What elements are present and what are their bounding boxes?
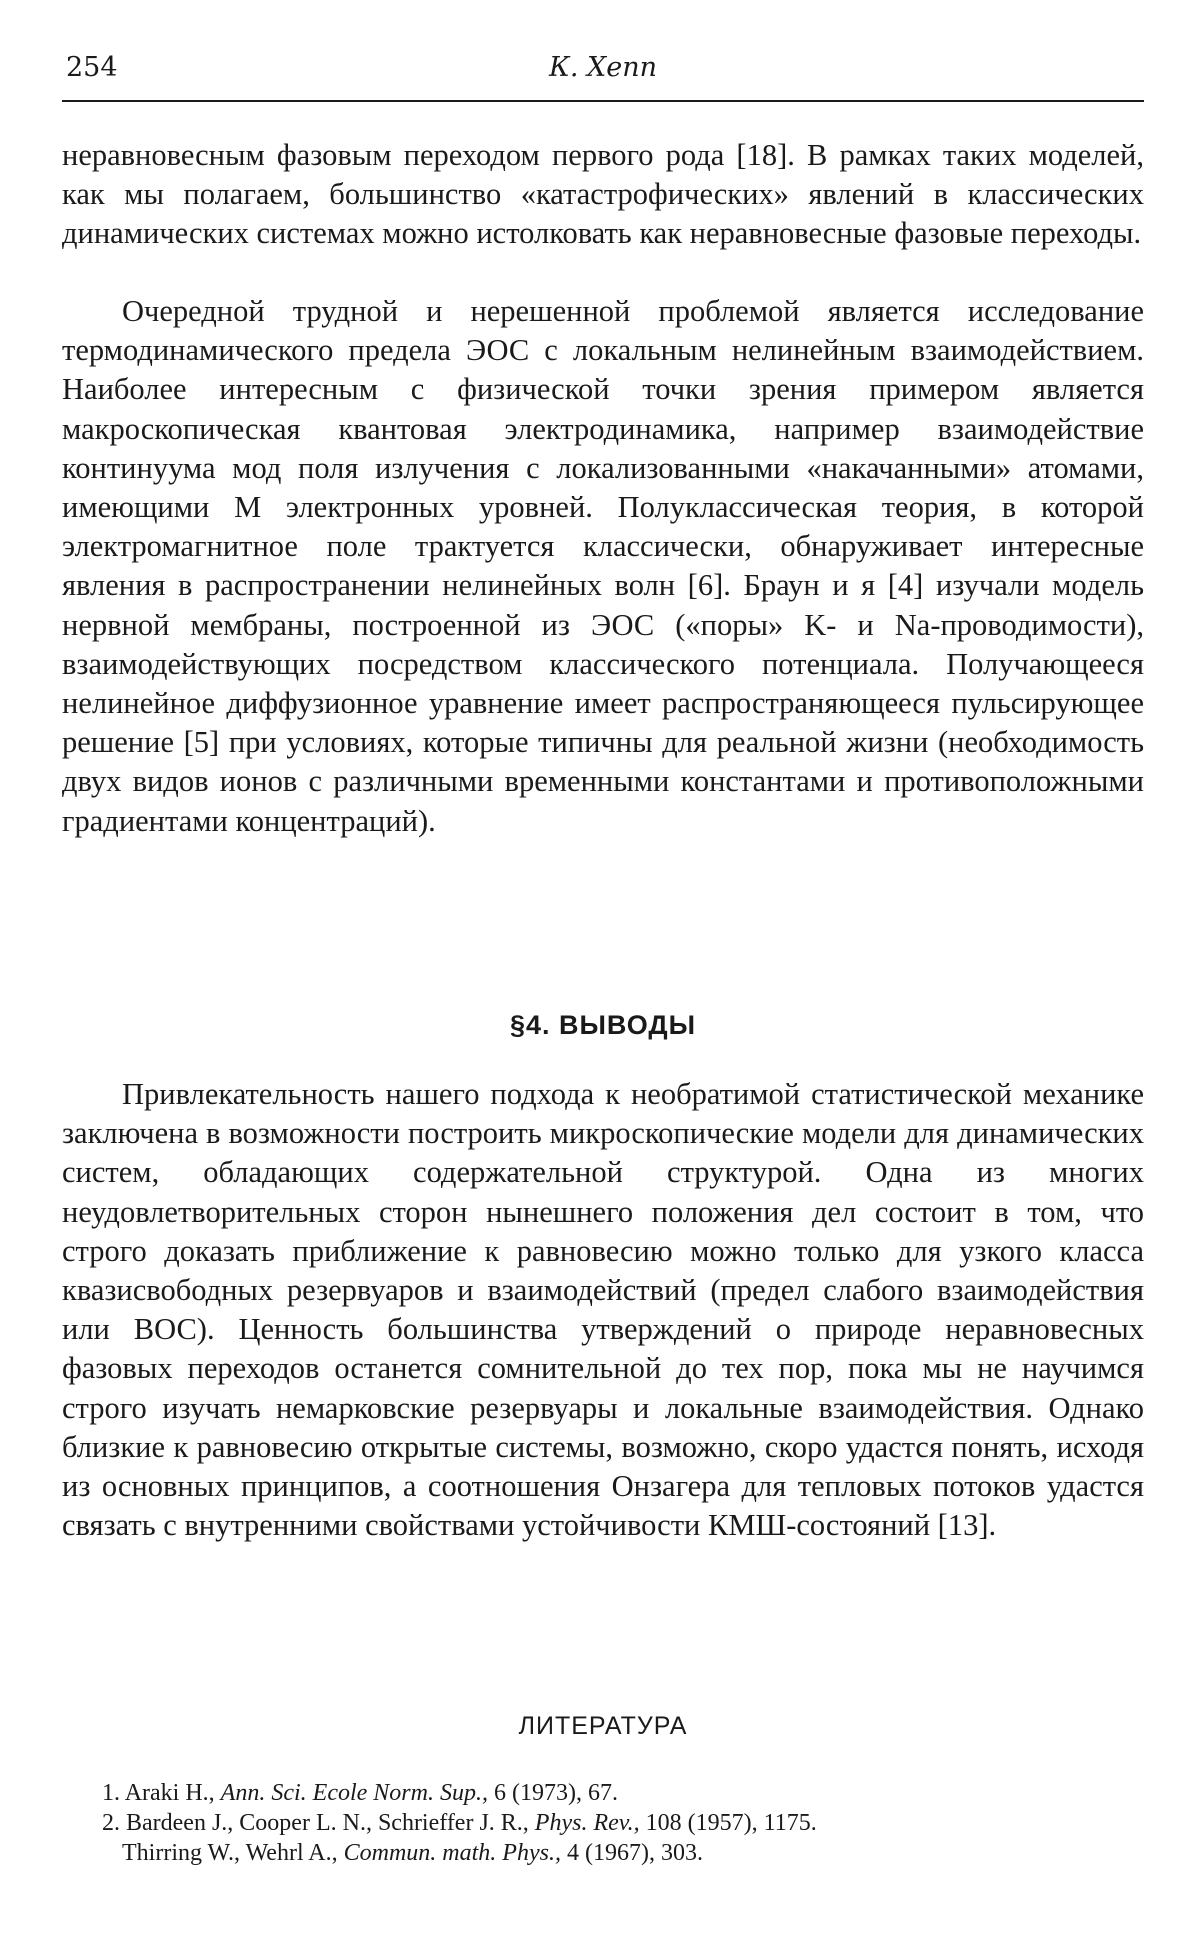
paragraph-3 [62, 1075, 1144, 1545]
reference-authors: Araki H., [124, 1780, 215, 1806]
references-heading: ЛИТЕРАТУРА [518, 1712, 688, 1740]
references-list [102, 1778, 1142, 1868]
reference-details: 4 (1967), 303. [566, 1840, 703, 1866]
reference-details: 6 (1973), 67. [493, 1780, 618, 1806]
reference-continuation [102, 1838, 1142, 1868]
page [62, 0, 1144, 1950]
reference-number: 2. [102, 1810, 120, 1836]
paragraph-2-text: Очередной трудной и нерешенной проблемой является исследование термодинамического предела ЭОС с локальным нелинейным взаимодействием. Наиболее интересным с физической точки зрения примером является макроскопическая квантовая электродинамика, например взаимодействие континуума мод поля излучения с локализованными «накачанными» атомами, имеющими M электронных уровней. Полуклассическая теория, в которой электромагнитное поле трактуется классически, обнаруживает интересные явления в распространении нелинейных волн [6]. Браун и я [4] изучали модель нервной мембраны, построенной из ЭОС («поры» K- и Na-проводимости), взаимодействующих посредством классического потенциала. Получающееся нелинейное диффузионное уравнение имеет распространяющееся пульсирующее решение [5] при условиях, которые типичны для реальной жизни (необходимость двух видов ионов с различными временными константами и противоположными градиентами концентраций). [62, 294, 1144, 838]
reference-journal: Ann. Sci. Ecole Norm. Sup., [220, 1780, 488, 1806]
paragraph-1 [62, 136, 1144, 254]
reference-item [102, 1808, 1142, 1868]
reference-number: 1. [102, 1780, 120, 1806]
paragraph-2 [62, 292, 1144, 841]
page-number: 254 [66, 52, 118, 83]
reference-journal: Commun. math. Phys., [343, 1840, 561, 1866]
reference-details: 108 (1957), 1175. [645, 1810, 817, 1836]
header-rule [62, 100, 1144, 102]
paragraph-3-text: Привлекательность нашего подхода к необратимой статистической механике заключена в возможности построить микроскопические модели для динамических систем, обладающих содержательной структурой. Одна из многих неудовлетворительных сторон нынешнего положения дел состоит в том, что строго доказать приближение к равновесию можно только для узкого класса квазисвободных резервуаров и взаимодействий (предел слабого взаимодействия или ВОС). Ценность большинства утверждений о природе неравновесных фазовых переходов останется сомнительной до тех пор, пока мы не научимся строго изучать немарковские резервуары и локальные взаимодействия. Однако близкие к равновесию открытые системы, возможно, скоро удастся понять, исходя из основных принципов, а соотношения Онзагера для тепловых потоков удастся связать с внутренними свойствами устойчивости КМШ-состояний [13]. [62, 1077, 1144, 1543]
section-heading: §4. ВЫВОДЫ [509, 1010, 697, 1040]
reference-authors: Thirring W., Wehrl A., [122, 1840, 338, 1866]
reference-authors: Bardeen J., Cooper L. N., Schrieffer J. R., [126, 1810, 529, 1836]
running-title: К. Хепп [548, 52, 658, 83]
paragraph-1-text: неравновесным фазовым переходом первого рода [18]. В рамках таких моделей, как мы полагаем, большинство «катастрофических» явлений в классических динамических системах можно истолковать как неравновесные фазовые переходы. [62, 138, 1144, 251]
reference-item [102, 1778, 1142, 1808]
running-head [62, 52, 1144, 92]
reference-journal: Phys. Rev., [534, 1810, 640, 1836]
